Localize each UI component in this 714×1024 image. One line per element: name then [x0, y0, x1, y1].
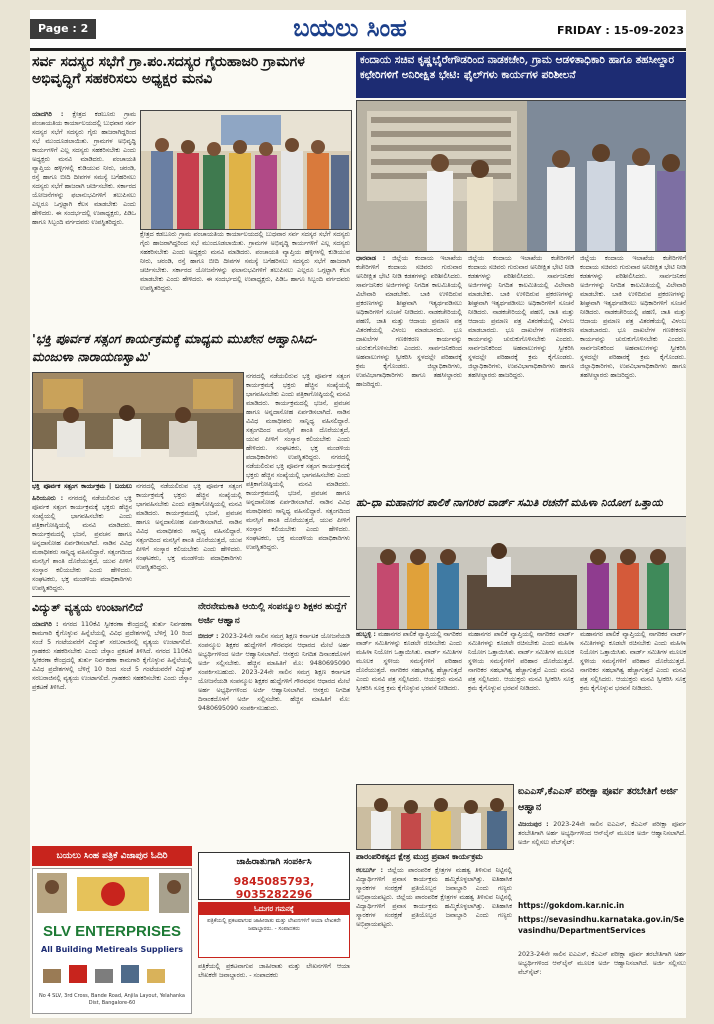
article-ward-col3	[580, 630, 686, 780]
inspection-photo-image	[357, 101, 686, 251]
page-number: Page : 2	[30, 19, 96, 39]
notice-title: ಓದುಗರ ಗಮನಕ್ಕೆ	[199, 903, 349, 915]
ias-link-1[interactable]: https://gokdom.kar.nic.in	[518, 901, 625, 910]
article-heritage-body	[356, 866, 512, 1014]
headline-heritage: ಪಾರಂಪರಿಕತ್ವದ ಕ್ಷೇತ್ರ ಮುದ್ರ ಪ್ರವಾಸ ಕಾರ್ಯಕ್ರಮ	[356, 851, 483, 861]
article-text: ಮಹಾನಗರ ಪಾಲಿಕೆ ವ್ಯಾಪ್ತಿಯಲ್ಲಿ ನಾಗರಿಕರ ವಾರ್ಡ್ ಸಮಿತಿಗಳನ್ನು ಕೂಡಲೇ ರಚಿಸಬೇಕು ಎಂದು ಮಹಿಳಾ ನಿಯೋಗ ಒತ್ತಾಯಿಸಿತು. ವಾರ್ಡ್ ಸಮಿತಿಗಳ ಮೂಲಕ ಸ್ಥಳೀಯ ಸಮಸ್ಯೆಗಳಿಗೆ ಪರಿಹಾರ ದೊರೆಯುತ್ತದೆ. ನಾಗರಿಕರ ಸಹಭಾಗಿತ್ವ ಹೆಚ್ಚಾಗುತ್ತದೆ ಎಂದು ಮನವಿ ಪತ್ರ ಸಲ್ಲಿಸಿದರು. ಆಯುಕ್ತರು ಮನವಿ ಸ್ವೀಕರಿಸಿ ಸೂಕ್ತ ಕ್ರಮ ಕೈಗೊಳ್ಳುವ ಭರವಸೆ ನೀಡಿದರು.	[356, 631, 462, 692]
article-text: ನಗರದ 110ಕೆವಿ ಸ್ವೀಕರಣಾ ಕೇಂದ್ರದಲ್ಲಿ ತುರ್ತು ನಿರ್ವಹಣಾ ಕಾಮಗಾರಿ ಕೈಗೊಳ್ಳುವ ಹಿನ್ನೆಲೆಯಲ್ಲಿ ವಿವಿಧ ಪ್ರದೇಶಗಳಲ್ಲಿ ಬೆಳಿಗ್ಗೆ 10 ರಿಂದ ಸಂಜೆ 5 ಗಂಟೆಯವರೆಗೆ ವಿದ್ಯುತ್ ಸರಬರಾಜಿನಲ್ಲಿ ವ್ಯತ್ಯಯ ಉಂಟಾಗಲಿದೆ. ಗ್ರಾಹಕರು ಸಹಕರಿಸಬೇಕು ಎಂದು ಜೆಸ್ಕಾಂ ಪ್ರಕಟಣೆ ತಿಳಿಸಿದೆ.	[32, 621, 192, 655]
article-text: ಜಿಲ್ಲೆಯ ಕಂದಾಯ ಇಲಾಖೆಯ ಕಚೇರಿಗಳಿಗೆ ಕಂದಾಯ ಸಚಿವರು ಗುರುವಾರ ಅನಿರೀಕ್ಷಿತ ಭೇಟಿ ನೀಡಿ ಕಡತಗಳನ್ನು ಪರಿಶೀಲಿಸಿದರು. ಸಾರ್ವಜನಿಕರ ಅರ್ಜಿಗಳನ್ನು ನಿಗದಿತ ಕಾಲಮಿತಿಯಲ್ಲಿ ವಿಲೇವಾರಿ ಮಾಡಬೇಕು. ಬಾಕಿ ಉಳಿದಿರುವ ಪ್ರಕರಣಗಳನ್ನು ಶೀಘ್ರವಾಗಿ ಇತ್ಯರ್ಥಪಡಿಸಲು ಅಧಿಕಾರಿಗಳಿಗೆ ಸೂಚನೆ ನೀಡಿದರು. ನಾಡಕಚೇರಿಯಲ್ಲಿ ಪಹಣಿ, ಜಾತಿ ಮತ್ತು ಆದಾಯ ಪ್ರಮಾಣ ಪತ್ರ ವಿತರಣೆಯಲ್ಲಿ ವಿಳಂಬ ಮಾಡಬಾರದು. ಭೂ ದಾಖಲೆಗಳ ಗಣಕೀಕರಣ ಕಾರ್ಯವನ್ನು ಚುರುಕುಗೊಳಿಸಬೇಕು ಎಂದರು. ಸಾರ್ವಜನಿಕರಿಂದ ಅಹವಾಲುಗಳನ್ನು ಸ್ವೀಕರಿಸಿ ಸ್ಥಳದಲ್ಲೇ ಪರಿಹಾರಕ್ಕೆ ಕ್ರಮ ಕೈಗೊಂಡರು. ಜಿಲ್ಲಾಧಿಕಾರಿಗಳು, ಉಪವಿಭಾಗಾಧಿಕಾರಿಗಳು ಹಾಗೂ ತಹಸೀಲ್ದಾರರು ಹಾಜರಿದ್ದರು.	[580, 255, 686, 379]
press-meet-photo-image	[33, 373, 243, 481]
newspaper-title: ಬಯಲು ಸಿಂಹ	[293, 13, 407, 42]
notice-continued	[198, 962, 350, 1014]
column-divider	[32, 596, 350, 597]
article-ward-col2	[468, 630, 574, 780]
article-text: ಮಹಾನಗರ ಪಾಲಿಕೆ ವ್ಯಾಪ್ತಿಯಲ್ಲಿ ನಾಗರಿಕರ ವಾರ್ಡ್ ಸಮಿತಿಗಳನ್ನು ಕೂಡಲೇ ರಚಿಸಬೇಕು ಎಂದು ಮಹಿಳಾ ನಿಯೋಗ ಒತ್ತಾಯಿಸಿತು. ವಾರ್ಡ್ ಸಮಿತಿಗಳ ಮೂಲಕ ಸ್ಥಳೀಯ ಸಮಸ್ಯೆಗಳಿಗೆ ಪರಿಹಾರ ದೊರೆಯುತ್ತದೆ. ನಾಗರಿಕರ ಸಹಭಾಗಿತ್ವ ಹೆಚ್ಚಾಗುತ್ತದೆ ಎಂದು ಮನವಿ ಪತ್ರ ಸಲ್ಲಿಸಿದರು. ಆಯುಕ್ತರು ಮನವಿ ಸ್ವೀಕರಿಸಿ ಸೂಕ್ತ ಕ್ರಮ ಕೈಗೊಳ್ಳುವ ಭರವಸೆ ನೀಡಿದರು.	[468, 631, 574, 692]
article-text: 2023-24ನೇ ಸಾಲಿನ ಸಮಗ್ರ ಶಿಕ್ಷಣ ಕರ್ನಾಟಕ ಯೋಜನೆಯಡಿ ಸಂಪನ್ಮೂಲ ಶಿಕ್ಷಕರ ಹುದ್ದೆಗಳಿಗೆ ಗೌರವಧನ ಆಧಾರದ ಮೇಲೆ ಅರ್ಹ ಅಭ್ಯರ್ಥಿಗಳಿಂದ ಅರ್ಜಿ ಆಹ್ವಾನಿಸಲಾಗಿದೆ. ಆಸಕ್ತರು ನಿಗದಿತ ದಿನಾಂಕದೊಳಗೆ ಅರ್ಜಿ ಸಲ್ಲಿಸಬೇಕು. ಹೆಚ್ಚಿನ ಮಾಹಿತಿಗೆ ಮೊ: 9480695090 ಸಂಪರ್ಕಿಸಬಹುದು.	[198, 633, 350, 676]
article-revenue-col2	[468, 254, 574, 490]
headline-ward-committee: ಹು-ಧಾ ಮಹಾನಗರ ಪಾಲಿಕೆ ನಾಗರಿಕರ ವಾರ್ಡ್ ಸಮಿತಿ ರಚನೆಗೆ ಮಹಿಳಾ ನಿಯೋಗ ಒತ್ತಾಯ	[356, 497, 663, 509]
article-text: ನಗರದ 110ಕೆವಿ ಸ್ವೀಕರಣಾ ಕೇಂದ್ರದಲ್ಲಿ ತುರ್ತು ನಿರ್ವಹಣಾ ಕಾಮಗಾರಿ ಕೈಗೊಳ್ಳುವ ಹಿನ್ನೆಲೆಯಲ್ಲಿ ವಿವಿಧ ಪ್ರದೇಶಗಳಲ್ಲಿ ಬೆಳಿಗ್ಗೆ 10 ರಿಂದ ಸಂಜೆ 5 ಗಂಟೆಯವರೆಗೆ ವಿದ್ಯುತ್ ಸರಬರಾಜಿನಲ್ಲಿ ವ್ಯತ್ಯಯ ಉಂಟಾಗಲಿದೆ. ಗ್ರಾಹಕರು ಸಹಕರಿಸಬೇಕು ಎಂದು ಜೆಸ್ಕಾಂ ಪ್ರಕಟಣೆ ತಿಳಿಸಿದೆ.	[32, 648, 192, 691]
article-text: ಜಿಲ್ಲೆಯ ಪಾರಂಪರಿಕ ಕ್ಷೇತ್ರಗಳ ಮಹತ್ವ ತಿಳಿಸುವ ನಿಟ್ಟಿನಲ್ಲಿ ವಿದ್ಯಾರ್ಥಿಗಳಿಗೆ ಪ್ರವಾಸ ಕಾರ್ಯಕ್ರಮ ಹಮ್ಮಿಕೊಳ್ಳಲಾಗಿತ್ತು. ಐತಿಹಾಸಿಕ ಸ್ಮಾರಕಗಳ ಸಂರಕ್ಷಣೆ ಪ್ರತಿಯೊಬ್ಬರ ಜವಾಬ್ದಾರಿ ಎಂದು ಗಣ್ಯರು ಅಭಿಪ್ರಾಯಪಟ್ಟರು.	[356, 867, 512, 901]
article-text: ಜಿಲ್ಲೆಯ ಕಂದಾಯ ಇಲಾಖೆಯ ಕಚೇರಿಗಳಿಗೆ ಕಂದಾಯ ಸಚಿವರು ಗುರುವಾರ ಅನಿರೀಕ್ಷಿತ ಭೇಟಿ ನೀಡಿ ಕಡತಗಳನ್ನು ಪರಿಶೀಲಿಸಿದರು. ಸಾರ್ವಜನಿಕರ ಅರ್ಜಿಗಳನ್ನು ನಿಗದಿತ ಕಾಲಮಿತಿಯಲ್ಲಿ ವಿಲೇವಾರಿ ಮಾಡಬೇಕು. ಬಾಕಿ ಉಳಿದಿರುವ ಪ್ರಕರಣಗಳನ್ನು ಶೀಘ್ರವಾಗಿ ಇತ್ಯರ್ಥಪಡಿಸಲು ಅಧಿಕಾರಿಗಳಿಗೆ ಸೂಚನೆ ನೀಡಿದರು. ನಾಡಕಚೇರಿಯಲ್ಲಿ ಪಹಣಿ, ಜಾತಿ ಮತ್ತು ಆದಾಯ ಪ್ರಮಾಣ ಪತ್ರ ವಿತರಣೆಯಲ್ಲಿ ವಿಳಂಬ ಮಾಡಬಾರದು. ಭೂ ದಾಖಲೆಗಳ ಗಣಕೀಕರಣ ಕಾರ್ಯವನ್ನು ಚುರುಕುಗೊಳಿಸಬೇಕು ಎಂದರು. ಸಾರ್ವಜನಿಕರಿಂದ ಅಹವಾಲುಗಳನ್ನು ಸ್ವೀಕರಿಸಿ ಸ್ಥಳದಲ್ಲೇ ಪರಿಹಾರಕ್ಕೆ ಕ್ರಮ ಕೈಗೊಂಡರು. ಜಿಲ್ಲಾಧಿಕಾರಿಗಳು, ಉಪವಿಭಾಗಾಧಿಕಾರಿಗಳು ಹಾಗೂ ತಹಸೀಲ್ದಾರರು ಹಾಜರಿದ್ದರು.	[468, 255, 574, 379]
article-text: ಜಿಲ್ಲೆಯ ಪಾರಂಪರಿಕ ಕ್ಷೇತ್ರಗಳ ಮಹತ್ವ ತಿಳಿಸುವ ನಿಟ್ಟಿನಲ್ಲಿ ವಿದ್ಯಾರ್ಥಿಗಳಿಗೆ ಪ್ರವಾಸ ಕಾರ್ಯಕ್ರಮ ಹಮ್ಮಿಕೊಳ್ಳಲಾಗಿತ್ತು. ಐತಿಹಾಸಿಕ ಸ್ಮಾರಕಗಳ ಸಂರಕ್ಷಣೆ ಪ್ರತಿಯೊಬ್ಬರ ಜವಾಬ್ದಾರಿ ಎಂದು ಗಣ್ಯರು ಅಭಿಪ್ರಾಯಪಟ್ಟರು.	[356, 894, 512, 928]
article-text: 2023-24ನೇ ಸಾಲಿನ ಐಎಎಸ್, ಕೆಎಎಸ್ ಪರೀಕ್ಷಾ ಪೂರ್ವ ತರಬೇತಿಗಾಗಿ ಅರ್ಹ ಅಭ್ಯರ್ಥಿಗಳಿಂದ ಆನ್‌ಲೈನ್ ಮೂಲಕ ಅರ್ಜಿ ಆಹ್ವಾನಿಸಲಾಗಿದೆ. ಅರ್ಜಿ ಸಲ್ಲಿಸಲು ವೆಬ್‌ಸೈಟ್:	[518, 951, 686, 976]
headline-satsanga: 'ಭಕ್ತಿ ಪೂರ್ವಕ ಸತ್ಸಂಗ ಕಾರ್ಯಕ್ರಮಕ್ಕೆ ಮಾಧ್ಯಮ ಮುಖೇನ ಆಹ್ವಾನಿಸಿದ- ಮಂಜುಳಾ ನಾರಾಯಣಸ್ವಾಮಿ'	[32, 331, 318, 364]
issue-date: FRIDAY : 15-09-2023	[556, 24, 684, 37]
article-satsanga-col1	[32, 494, 132, 594]
ad-slv-enterprises	[32, 868, 192, 1014]
article-satsanga-col2	[136, 482, 242, 594]
article-teacher-body	[198, 632, 350, 850]
slv-ad-photos	[33, 869, 192, 919]
delegation-photo-image	[357, 517, 686, 629]
article-revenue-col3	[580, 254, 686, 490]
article-ward-col1	[356, 630, 462, 780]
heritage-photo-image	[357, 785, 513, 849]
ad-classifieds-contact	[198, 852, 350, 900]
newspaper-page	[30, 10, 686, 1018]
article-text: ಕ್ಷೇತ್ರದ ಕಡಬೂರು ಗ್ರಾಮ ಪಂಚಾಯತಿಯ ಕಾರ್ಯಾಲಯದಲ್ಲಿ ಬುಧವಾರ ಸರ್ವ ಸದಸ್ಯರ ಸಭೆಗೆ ಸದಸ್ಯರು ಗೈರು ಹಾಜರಾಗಿದ್ದರಿಂದ ಸಭೆ ಮುಂದೂಡಲಾಯಿತು. ಗ್ರಾಮಗಳ ಅಭಿವೃದ್ಧಿ ಕಾರ್ಯಗಳಿಗೆ ಎಲ್ಲ ಸದಸ್ಯರು ಸಹಕರಿಸಬೇಕು ಎಂದು ಅಧ್ಯಕ್ಷರು ಮನವಿ ಮಾಡಿದರು. ಪಂಚಾಯತಿ ವ್ಯಾಪ್ತಿಯ ಹಳ್ಳಿಗಳಲ್ಲಿ ಕುಡಿಯುವ ನೀರು, ಚರಂಡಿ, ರಸ್ತೆ ಹಾಗೂ ಬೀದಿ ದೀಪಗಳ ಸಮಸ್ಯೆ ಬಗೆಹರಿಸಲು ಸದಸ್ಯರು ಸಭೆಗೆ ಹಾಜರಾಗಿ ಚರ್ಚಿಸಬೇಕು. ಸರ್ಕಾರದ ಯೋಜನೆಗಳನ್ನು ಫಲಾನುಭವಿಗಳಿಗೆ ತಲುಪಿಸಲು ಎಲ್ಲರೂ ಒಗ್ಗಟ್ಟಾಗಿ ಕೆಲಸ ಮಾಡಬೇಕು ಎಂದು ಹೇಳಿದರು. ಈ ಸಂದರ್ಭದಲ್ಲಿ ಉಪಾಧ್ಯಕ್ಷರು, ಪಿಡಿಒ ಹಾಗೂ ಸಿಬ್ಬಂದಿ ವರ್ಗದವರು ಉಪಸ್ಥಿತರಿದ್ದರು.	[140, 231, 350, 292]
article-power-cut-body	[32, 620, 192, 840]
dateline: ಯಾದಗಿರಿ :	[32, 111, 64, 118]
classifieds-title: ಜಾಹಿರಾತುಗಾಗಿ ಸಂಪರ್ಕಿಸಿ	[236, 857, 312, 867]
ias-link-2[interactable]: https://sevasindhu.karnataka.gov.in/Sevasindhu/DepartmentServices	[518, 915, 685, 935]
building-materials-icons	[33, 959, 192, 989]
group-photo-image	[141, 111, 351, 229]
slv-name: SLV ENTERPRISES	[42, 923, 182, 940]
article-satsanga-col3	[246, 372, 350, 594]
headline-ias-kas: ಐಎಎಸ್,ಕೆಎಎಸ್ ಪರೀಕ್ಷಾ ಪೂರ್ವ ತರಬೇತಿಗೆ ಅರ್ಜಿ ಆಹ್ವಾನ	[518, 786, 678, 813]
article-text: ನಗರದಲ್ಲಿ ನಡೆಯಲಿರುವ ಭಕ್ತಿ ಪೂರ್ವಕ ಸತ್ಸಂಗ ಕಾರ್ಯಕ್ರಮಕ್ಕೆ ಭಕ್ತರು ಹೆಚ್ಚಿನ ಸಂಖ್ಯೆಯಲ್ಲಿ ಭಾಗವಹಿಸಬೇಕು ಎಂದು ಪತ್ರಿಕಾಗೋಷ್ಠಿಯಲ್ಲಿ ಮನವಿ ಮಾಡಿದರು. ಕಾರ್ಯಕ್ರಮದಲ್ಲಿ ಭಜನೆ, ಪ್ರವಚನ ಹಾಗೂ ಅನ್ನದಾಸೋಹ ಏರ್ಪಡಿಸಲಾಗಿದೆ. ನಾಡಿನ ವಿವಿಧ ಮಠಾಧೀಶರು ಸಾನ್ನಿಧ್ಯ ವಹಿಸಲಿದ್ದಾರೆ. ಸತ್ಸಂಗದಿಂದ ಮನಸ್ಸಿಗೆ ಶಾಂತಿ ದೊರೆಯುತ್ತದೆ, ಯುವ ಪೀಳಿಗೆ ಸಂಸ್ಕಾರ ಕಲಿಯಬೇಕು ಎಂದು ಹೇಳಿದರು. ಸಂಘಟಕರು, ಭಕ್ತ ಮಂಡಳಿಯ ಪದಾಧಿಕಾರಿಗಳು ಉಪಸ್ಥಿತರಿದ್ದರು.	[246, 454, 350, 551]
photo-caption: ಭಕ್ತಿ ಪೂರ್ವಕ ಸತ್ಸಂಗ ಕಾರ್ಯಕ್ರಮ | ಬಯಲು	[32, 483, 132, 490]
article-ias-kas-body	[518, 820, 686, 898]
slv-tagline: All Building Metireals Suppliers	[41, 945, 183, 954]
article-text: 2023-24ನೇ ಸಾಲಿನ ಐಎಎಸ್, ಕೆಎಎಸ್ ಪರೀಕ್ಷಾ ಪೂರ್ವ ತರಬೇತಿಗಾಗಿ ಅರ್ಹ ಅಭ್ಯರ್ಥಿಗಳಿಂದ ಆನ್‌ಲೈನ್ ಮೂಲಕ ಅರ್ಜಿ ಆಹ್ವಾನಿಸಲಾಗಿದೆ. ಅರ್ಜಿ ಸಲ್ಲಿಸಲು ವೆಬ್‌ಸೈಟ್:	[518, 821, 686, 846]
article-text: ನಗರದಲ್ಲಿ ನಡೆಯಲಿರುವ ಭಕ್ತಿ ಪೂರ್ವಕ ಸತ್ಸಂಗ ಕಾರ್ಯಕ್ರಮಕ್ಕೆ ಭಕ್ತರು ಹೆಚ್ಚಿನ ಸಂಖ್ಯೆಯಲ್ಲಿ ಭಾಗವಹಿಸಬೇಕು ಎಂದು ಪತ್ರಿಕಾಗೋಷ್ಠಿಯಲ್ಲಿ ಮನವಿ ಮಾಡಿದರು. ಕಾರ್ಯಕ್ರಮದಲ್ಲಿ ಭಜನೆ, ಪ್ರವಚನ ಹಾಗೂ ಅನ್ನದಾಸೋಹ ಏರ್ಪಡಿಸಲಾಗಿದೆ. ನಾಡಿನ ವಿವಿಧ ಮಠಾಧೀಶರು ಸಾನ್ನಿಧ್ಯ ವಹಿಸಲಿದ್ದಾರೆ. ಸತ್ಸಂಗದಿಂದ ಮನಸ್ಸಿಗೆ ಶಾಂತಿ ದೊರೆಯುತ್ತದೆ, ಯುವ ಪೀಳಿಗೆ ಸಂಸ್ಕಾರ ಕಲಿಯಬೇಕು ಎಂದು ಹೇಳಿದರು. ಸಂಘಟಕರು, ಭಕ್ತ ಮಂಡಳಿಯ ಪದಾಧಿಕಾರಿಗಳು ಉಪಸ್ಥಿತರಿದ್ದರು.	[32, 495, 132, 592]
article-text: ಪತ್ರಿಕೆಯಲ್ಲಿ ಪ್ರಕಟವಾಗುವ ಜಾಹೀರಾತು ಮತ್ತು ಲೇಖನಗಳಿಗೆ ಆಯಾ ಲೇಖಕರೇ ಜವಾಬ್ದಾರರು. - ಸಂಪಾದಕರು	[198, 963, 350, 979]
classifieds-phone: 9845085793, 9035282296	[233, 875, 315, 900]
dateline: ಕಲಬುರ್ಗಿ :	[356, 867, 384, 874]
dateline: ಯಾದಗಿರಿ :	[32, 621, 59, 628]
photo-minister-inspection	[356, 100, 686, 252]
photo-panchayat-members	[140, 110, 352, 230]
article-text: ನಗರದಲ್ಲಿ ನಡೆಯಲಿರುವ ಭಕ್ತಿ ಪೂರ್ವಕ ಸತ್ಸಂಗ ಕಾರ್ಯಕ್ರಮಕ್ಕೆ ಭಕ್ತರು ಹೆಚ್ಚಿನ ಸಂಖ್ಯೆಯಲ್ಲಿ ಭಾಗವಹಿಸಬೇಕು ಎಂದು ಪತ್ರಿಕಾಗೋಷ್ಠಿಯಲ್ಲಿ ಮನವಿ ಮಾಡಿದರು. ಕಾರ್ಯಕ್ರಮದಲ್ಲಿ ಭಜನೆ, ಪ್ರವಚನ ಹಾಗೂ ಅನ್ನದಾಸೋಹ ಏರ್ಪಡಿಸಲಾಗಿದೆ. ನಾಡಿನ ವಿವಿಧ ಮಠಾಧೀಶರು ಸಾನ್ನಿಧ್ಯ ವಹಿಸಲಿದ್ದಾರೆ. ಸತ್ಸಂಗದಿಂದ ಮನಸ್ಸಿಗೆ ಶಾಂತಿ ದೊರೆಯುತ್ತದೆ, ಯುವ ಪೀಳಿಗೆ ಸಂಸ್ಕಾರ ಕಲಿಯಬೇಕು ಎಂದು ಹೇಳಿದರು. ಸಂಘಟಕರು, ಭಕ್ತ ಮಂಡಳಿಯ ಪದಾಧಿಕಾರಿಗಳು ಉಪಸ್ಥಿತರಿದ್ದರು.	[136, 483, 242, 571]
article-text: ನಗರದಲ್ಲಿ ನಡೆಯಲಿರುವ ಭಕ್ತಿ ಪೂರ್ವಕ ಸತ್ಸಂಗ ಕಾರ್ಯಕ್ರಮಕ್ಕೆ ಭಕ್ತರು ಹೆಚ್ಚಿನ ಸಂಖ್ಯೆಯಲ್ಲಿ ಭಾಗವಹಿಸಬೇಕು ಎಂದು ಪತ್ರಿಕಾಗೋಷ್ಠಿಯಲ್ಲಿ ಮನವಿ ಮಾಡಿದರು. ಕಾರ್ಯಕ್ರಮದಲ್ಲಿ ಭಜನೆ, ಪ್ರವಚನ ಹಾಗೂ ಅನ್ನದಾಸೋಹ ಏರ್ಪಡಿಸಲಾಗಿದೆ. ನಾಡಿನ ವಿವಿಧ ಮಠಾಧೀಶರು ಸಾನ್ನಿಧ್ಯ ವಹಿಸಲಿದ್ದಾರೆ. ಸತ್ಸಂಗದಿಂದ ಮನಸ್ಸಿಗೆ ಶಾಂತಿ ದೊರೆಯುತ್ತದೆ, ಯುವ ಪೀಳಿಗೆ ಸಂಸ್ಕಾರ ಕಲಿಯಬೇಕು ಎಂದು ಹೇಳಿದರು. ಸಂಘಟಕರು, ಭಕ್ತ ಮಂಡಳಿಯ ಪದಾಧಿಕಾರಿಗಳು ಉಪಸ್ಥಿತರಿದ್ದರು.	[246, 373, 350, 461]
dateline: ಹಿರಿಯೂರು :	[32, 495, 64, 502]
dateline: ಬೀದರ್ :	[198, 633, 219, 640]
article-revenue-col1	[356, 254, 462, 490]
headline-power-cut: ವಿದ್ಯುತ್ ವ್ಯತ್ಯಯ ಉಂಟಾಗಲಿದೆ	[32, 601, 143, 614]
dateline: ವಿಜಯಪುರ :	[518, 821, 549, 828]
ad-readers-notice	[198, 902, 350, 958]
article-gram-panchayat-continued	[140, 230, 350, 328]
article-text: 2023-24ನೇ ಸಾಲಿನ ಸಮಗ್ರ ಶಿಕ್ಷಣ ಕರ್ನಾಟಕ ಯೋಜನೆಯಡಿ ಸಂಪನ್ಮೂಲ ಶಿಕ್ಷಕರ ಹುದ್ದೆಗಳಿಗೆ ಗೌರವಧನ ಆಧಾರದ ಮೇಲೆ ಅರ್ಹ ಅಭ್ಯರ್ಥಿಗಳಿಂದ ಅರ್ಜಿ ಆಹ್ವಾನಿಸಲಾಗಿದೆ. ಆಸಕ್ತರು ನಿಗದಿತ ದಿನಾಂಕದೊಳಗೆ ಅರ್ಜಿ ಸಲ್ಲಿಸಬೇಕು. ಹೆಚ್ಚಿನ ಮಾಹಿತಿಗೆ ಮೊ: 9480695090 ಸಂಪರ್ಕಿಸಬಹುದು.	[198, 669, 350, 712]
photo-press-meet	[32, 372, 244, 482]
masthead	[30, 10, 686, 51]
article-ias-kas-continued	[518, 950, 686, 1014]
headline-revenue-minister: ಕಂದಾಯ ಸಚಿವ ಕೃಷ್ಣಭೈರೇಗೌಡರಿಂದ ನಾಡಕಚೇರಿ, ಗ್ರಾಮ ಆಡಳಿತಾಧಿಕಾರಿ ಹಾಗೂ ತಹಸೀಲ್ದಾರ ಕಛೇರಿಗಳಿಗೆ ಅನಿರೀಕ್ಷಿತ ಭೇಟಿ: ಫೈಲ್‌ಗಳು ಕಾರ್ಯಗಳ ಪರಿಶೀಲನೆ	[356, 52, 686, 98]
article-gram-panchayat-body	[32, 110, 136, 328]
notice-text: ಪತ್ರಿಕೆಯಲ್ಲಿ ಪ್ರಕಟವಾಗುವ ಜಾಹೀರಾತು ಮತ್ತು ಲೇಖನಗಳಿಗೆ ಆಯಾ ಲೇಖಕರೇ ಜವಾಬ್ದಾರರು. - ಸಂಪಾದಕರು	[207, 918, 341, 932]
slv-address: No 4 SLV, 3rd Cross, Bande Road, Anjila Layout, Yelahanka Dist, Bangalore-60	[39, 993, 185, 1006]
headline-gram-panchayat: ಸರ್ವ ಸದಸ್ಯರ ಸಭೆಗೆ ಗ್ರಾ.ಪಂ.ಸದಸ್ಯರ ಗೈರುಹಾಜರಿ ಗ್ರಾಮಗಳ ಅಭಿವೃದ್ಧಿಗೆ ಸಹಕರಿಸಲು ಅಧ್ಯಕ್ಷರ ಮನವಿ	[32, 54, 305, 87]
article-text: ಕ್ಷೇತ್ರದ ಕಡಬೂರು ಗ್ರಾಮ ಪಂಚಾಯತಿಯ ಕಾರ್ಯಾಲಯದಲ್ಲಿ ಬುಧವಾರ ಸರ್ವ ಸದಸ್ಯರ ಸಭೆಗೆ ಸದಸ್ಯರು ಗೈರು ಹಾಜರಾಗಿದ್ದರಿಂದ ಸಭೆ ಮುಂದೂಡಲಾಯಿತು. ಗ್ರಾಮಗಳ ಅಭಿವೃದ್ಧಿ ಕಾರ್ಯಗಳಿಗೆ ಎಲ್ಲ ಸದಸ್ಯರು ಸಹಕರಿಸಬೇಕು ಎಂದು ಅಧ್ಯಕ್ಷರು ಮನವಿ ಮಾಡಿದರು. ಪಂಚಾಯತಿ ವ್ಯಾಪ್ತಿಯ ಹಳ್ಳಿಗಳಲ್ಲಿ ಕುಡಿಯುವ ನೀರು, ಚರಂಡಿ, ರಸ್ತೆ ಹಾಗೂ ಬೀದಿ ದೀಪಗಳ ಸಮಸ್ಯೆ ಬಗೆಹರಿಸಲು ಸದಸ್ಯರು ಸಭೆಗೆ ಹಾಜರಾಗಿ ಚರ್ಚಿಸಬೇಕು. ಸರ್ಕಾರದ ಯೋಜನೆಗಳನ್ನು ಫಲಾನುಭವಿಗಳಿಗೆ ತಲುಪಿಸಲು ಎಲ್ಲರೂ ಒಗ್ಗಟ್ಟಾಗಿ ಕೆಲಸ ಮಾಡಬೇಕು ಎಂದು ಹೇಳಿದರು. ಈ ಸಂದರ್ಭದಲ್ಲಿ ಉಪಾಧ್ಯಕ್ಷರು, ಪಿಡಿಒ ಹಾಗೂ ಸಿಬ್ಬಂದಿ ವರ್ಗದವರು ಉಪಸ್ಥಿತರಿದ್ದರು.	[32, 111, 136, 226]
headline-teacher-recruitment: ನೇರನೇಮಕಾತಿ ಆಯಿಲ್ಲಿ ಸಂಪನ್ಮೂಲ ಶಿಕ್ಷಕರ ಹುದ್ದೆಗೆ ಅರ್ಜಿ ಆಹ್ವಾನ	[198, 602, 347, 626]
ad-newspaper-banner: ಬಯಲು ಸಿಂಹ ಪತ್ರಿಕೆ ವಿಜಾಪುರ ಓದಿರಿ	[32, 846, 192, 866]
photo-women-delegation	[356, 516, 686, 630]
dateline: ಹುಬ್ಬಳ್ಳಿ :	[356, 631, 376, 638]
article-text: ಜಿಲ್ಲೆಯ ಕಂದಾಯ ಇಲಾಖೆಯ ಕಚೇರಿಗಳಿಗೆ ಕಂದಾಯ ಸಚಿವರು ಗುರುವಾರ ಅನಿರೀಕ್ಷಿತ ಭೇಟಿ ನೀಡಿ ಕಡತಗಳನ್ನು ಪರಿಶೀಲಿಸಿದರು. ಸಾರ್ವಜನಿಕರ ಅರ್ಜಿಗಳನ್ನು ನಿಗದಿತ ಕಾಲಮಿತಿಯಲ್ಲಿ ವಿಲೇವಾರಿ ಮಾಡಬೇಕು. ಬಾಕಿ ಉಳಿದಿರುವ ಪ್ರಕರಣಗಳನ್ನು ಶೀಘ್ರವಾಗಿ ಇತ್ಯರ್ಥಪಡಿಸಲು ಅಧಿಕಾರಿಗಳಿಗೆ ಸೂಚನೆ ನೀಡಿದರು. ನಾಡಕಚೇರಿಯಲ್ಲಿ ಪಹಣಿ, ಜಾತಿ ಮತ್ತು ಆದಾಯ ಪ್ರಮಾಣ ಪತ್ರ ವಿತರಣೆಯಲ್ಲಿ ವಿಳಂಬ ಮಾಡಬಾರದು. ಭೂ ದಾಖಲೆಗಳ ಗಣಕೀಕರಣ ಕಾರ್ಯವನ್ನು ಚುರುಕುಗೊಳಿಸಬೇಕು ಎಂದರು. ಸಾರ್ವಜನಿಕರಿಂದ ಅಹವಾಲುಗಳನ್ನು ಸ್ವೀಕರಿಸಿ ಸ್ಥಳದಲ್ಲೇ ಪರಿಹಾರಕ್ಕೆ ಕ್ರಮ ಕೈಗೊಂಡರು. ಜಿಲ್ಲಾಧಿಕಾರಿಗಳು, ಉಪವಿಭಾಗಾಧಿಕಾರಿಗಳು ಹಾಗೂ ತಹಸೀಲ್ದಾರರು ಹಾಜರಿದ್ದರು.	[356, 255, 462, 388]
article-text: ಮಹಾನಗರ ಪಾಲಿಕೆ ವ್ಯಾಪ್ತಿಯಲ್ಲಿ ನಾಗರಿಕರ ವಾರ್ಡ್ ಸಮಿತಿಗಳನ್ನು ಕೂಡಲೇ ರಚಿಸಬೇಕು ಎಂದು ಮಹಿಳಾ ನಿಯೋಗ ಒತ್ತಾಯಿಸಿತು. ವಾರ್ಡ್ ಸಮಿತಿಗಳ ಮೂಲಕ ಸ್ಥಳೀಯ ಸಮಸ್ಯೆಗಳಿಗೆ ಪರಿಹಾರ ದೊರೆಯುತ್ತದೆ. ನಾಗರಿಕರ ಸಹಭಾಗಿತ್ವ ಹೆಚ್ಚಾಗುತ್ತದೆ ಎಂದು ಮನವಿ ಪತ್ರ ಸಲ್ಲಿಸಿದರು. ಆಯುಕ್ತರು ಮನವಿ ಸ್ವೀಕರಿಸಿ ಸೂಕ್ತ ಕ್ರಮ ಕೈಗೊಳ್ಳುವ ಭರವಸೆ ನೀಡಿದರು.	[580, 631, 686, 692]
dateline: ಧಾರವಾಡ :	[356, 255, 386, 262]
photo-heritage-event	[356, 784, 514, 850]
